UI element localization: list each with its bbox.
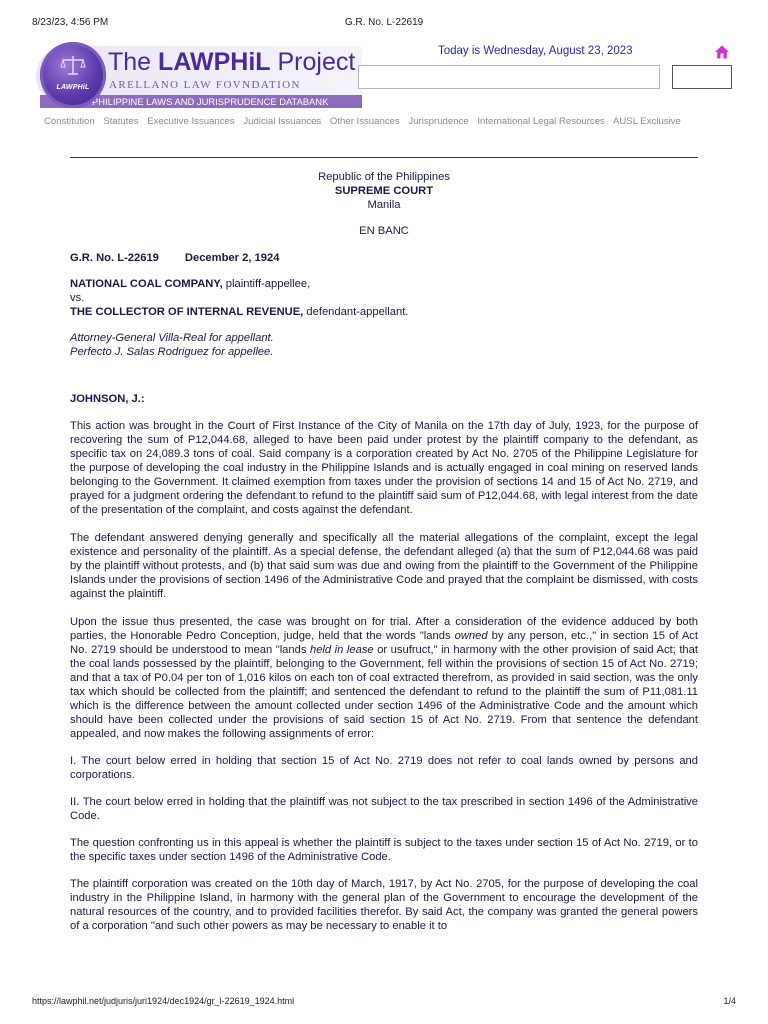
emphasis-owned: owned bbox=[454, 630, 488, 642]
foundation-label: ARELLANO LAW FOVNDATION bbox=[109, 79, 301, 91]
print-title: G.R. No. L-22619 bbox=[344, 17, 424, 28]
brand-name: LAWPHiL bbox=[158, 48, 271, 76]
defendant-role: defendant-appellant. bbox=[303, 306, 409, 318]
paragraph-text: Upon the issue thus presented, the case was brought on for trial. After a consideration of the evidence adduced by both parties, the Honorable Pedro Conception, judge, held that the words "lands bbox=[70, 616, 698, 642]
decision-date: December 2, 1924 bbox=[184, 252, 280, 264]
nav-other-issuances[interactable]: Other Issuances bbox=[329, 116, 400, 127]
home-icon[interactable] bbox=[714, 44, 730, 60]
decision-document bbox=[70, 170, 698, 933]
nav-executive-issuances[interactable]: Executive Issuances bbox=[147, 116, 235, 127]
main-nav bbox=[44, 116, 734, 127]
nav-judicial-issuances[interactable]: Judicial Issuances bbox=[243, 116, 322, 127]
today-date: Today is Wednesday, August 23, 2023 bbox=[438, 45, 633, 57]
paragraph: The question confronting us in this appeal is whether the plaintiff is subject to the taxes under section 15 of Act No. 2719, or to the specific taxes under section 1496 of the Administrative Code. bbox=[70, 837, 698, 863]
gr-number: G.R. No. L-22619 bbox=[70, 252, 159, 264]
lawphil-seal-icon bbox=[40, 42, 106, 108]
nav-international-legal-resources[interactable]: International Legal Resources bbox=[477, 116, 605, 127]
seal-label: LAWPHiL bbox=[56, 84, 90, 91]
paragraph bbox=[70, 615, 698, 741]
print-timestamp: 8/23/23, 4:56 PM bbox=[32, 17, 109, 28]
republic-line: Republic of the Philippines bbox=[318, 171, 450, 183]
nav-statutes[interactable]: Statutes bbox=[103, 116, 139, 127]
plaintiff-name: NATIONAL COAL COMPANY, bbox=[70, 278, 223, 290]
paragraph: This action was brought in the Court of First Instance of the City of Manila on the 17th day of July, 1923, for the purpose of recovering the sum of P12,044.68, alleged to have been paid under protest by the plaintiff company to the defendant, as specific tax on 24,089.3 tons of coal. Said company is a corporation created by Act No. 2705 of the Philippine Legislature for the purpose of developing the coal industry in the Philippine Islands and is actually engaged in coal mining on reserved lands belonging to the Government. It claimed exemption from taxes under the provision of sections 14 and 15 of Act No. 2719, and prayed for a judgment ordering the defendant to refund to the plaintiff said sum of P12,044.68, with legal interest from the date of the presentation of the complaint, and costs against the defendant. bbox=[70, 420, 698, 516]
page-number: 1/4 bbox=[723, 996, 736, 1006]
page-url: https://lawphil.net/judjuris/juri1924/dec1924/gr_l-22619_1924.html bbox=[32, 996, 295, 1006]
defendant-name: THE COLLECTOR OF INTERNAL REVENUE, bbox=[70, 306, 304, 318]
case-number-line bbox=[70, 251, 698, 265]
paragraph-text: or usufruct," in harmony with the other provision of said Act; that the coal lands possessed by the plaintiff, belonging to the Government, fell within the provisions of section 15 of Act No. 2719; and that a tax of P0.04 per ton of 1,016 kilos on each ton of coal extracted therefrom, as provided in said section, was the only tax which should be collected from the plaintiff; and sentenced the defendant to refund to the plaintiff the sum of P11,081.11 which is the difference between the amount collected under section 1496 of the Administrative Code and the amount which should have been collected under the provisions of said section 15 of Act No. 2719. From that sentence the defendant appealed, and now makes the following assignments of error: bbox=[70, 644, 698, 740]
emphasis-held-in-lease: held in lease bbox=[309, 644, 374, 656]
assignment-of-error: II. The court below erred in holding that the plaintiff was not subject to the tax prescribed in section 1496 of the Administrative Code. bbox=[70, 796, 698, 822]
defendant-line bbox=[70, 305, 698, 319]
counsel-appellant: Attorney-General Villa-Real for appellant. bbox=[70, 332, 274, 344]
print-header bbox=[32, 17, 736, 31]
brand-the: The bbox=[108, 48, 152, 76]
ponente: JOHNSON, J.: bbox=[70, 393, 145, 405]
counsel-appellee: Perfecto J. Salas Rodriguez for appellee. bbox=[70, 346, 274, 358]
search-button[interactable] bbox=[672, 65, 732, 89]
search-input[interactable] bbox=[358, 65, 660, 89]
paragraph-text: by any person, etc.," in section 15 of Act No. 2719 should be understood to mean "lands bbox=[70, 630, 698, 656]
versus: vs. bbox=[70, 292, 85, 304]
databank-label: PHILIPPINE LAWS AND JURISPRUDENCE DATABANK bbox=[92, 96, 329, 107]
assignment-of-error: I. The court below erred in holding that section 15 of Act No. 2719 does not refer to coal lands owned by persons and corporations. bbox=[70, 755, 698, 781]
paragraph: The defendant answered denying generally and specifically all the material allegations of the complaint, except the legal existence and personality of the plaintiff. As a special defense, the defendant alleged (a) that the sum of P12,044.68 was paid by the plaintiff without protests, and (b) that said sum was due and owing from the plaintiff to the Government of the Philippine Islands under the provisions of section 1496 of the Administrative Code and prayed that the complaint be dismissed, with costs against the plaintiff. bbox=[70, 532, 698, 600]
site-logo[interactable] bbox=[36, 40, 366, 114]
divider bbox=[70, 157, 698, 158]
nav-jurisprudence[interactable]: Jurisprudence bbox=[408, 116, 469, 127]
court-city: Manila bbox=[367, 199, 401, 211]
print-footer bbox=[32, 996, 736, 1010]
court-name: SUPREME COURT bbox=[334, 185, 434, 197]
plaintiff-line bbox=[70, 277, 698, 291]
paragraph: The plaintiff corporation was created on the 10th day of March, 1917, by Act No. 2705, for the purpose of developing the coal industry in the Philippine Island, in harmony with the general plan of the Government to encourage the development of the natural resources of the country, and to provided facilities therefor. By said Act, the company was granted the general powers of a corporation "and such other powers as may be necessary to enable it to bbox=[70, 878, 698, 932]
plaintiff-role: plaintiff-appellee, bbox=[222, 278, 311, 290]
nav-constitution[interactable]: Constitution bbox=[44, 116, 95, 127]
scales-of-justice-icon bbox=[60, 54, 86, 76]
division: EN BANC bbox=[359, 225, 409, 237]
nav-ausl-exclusive[interactable]: AUSL Exclusive bbox=[612, 116, 681, 127]
brand-title bbox=[108, 48, 355, 77]
brand-project: Project bbox=[277, 48, 356, 76]
